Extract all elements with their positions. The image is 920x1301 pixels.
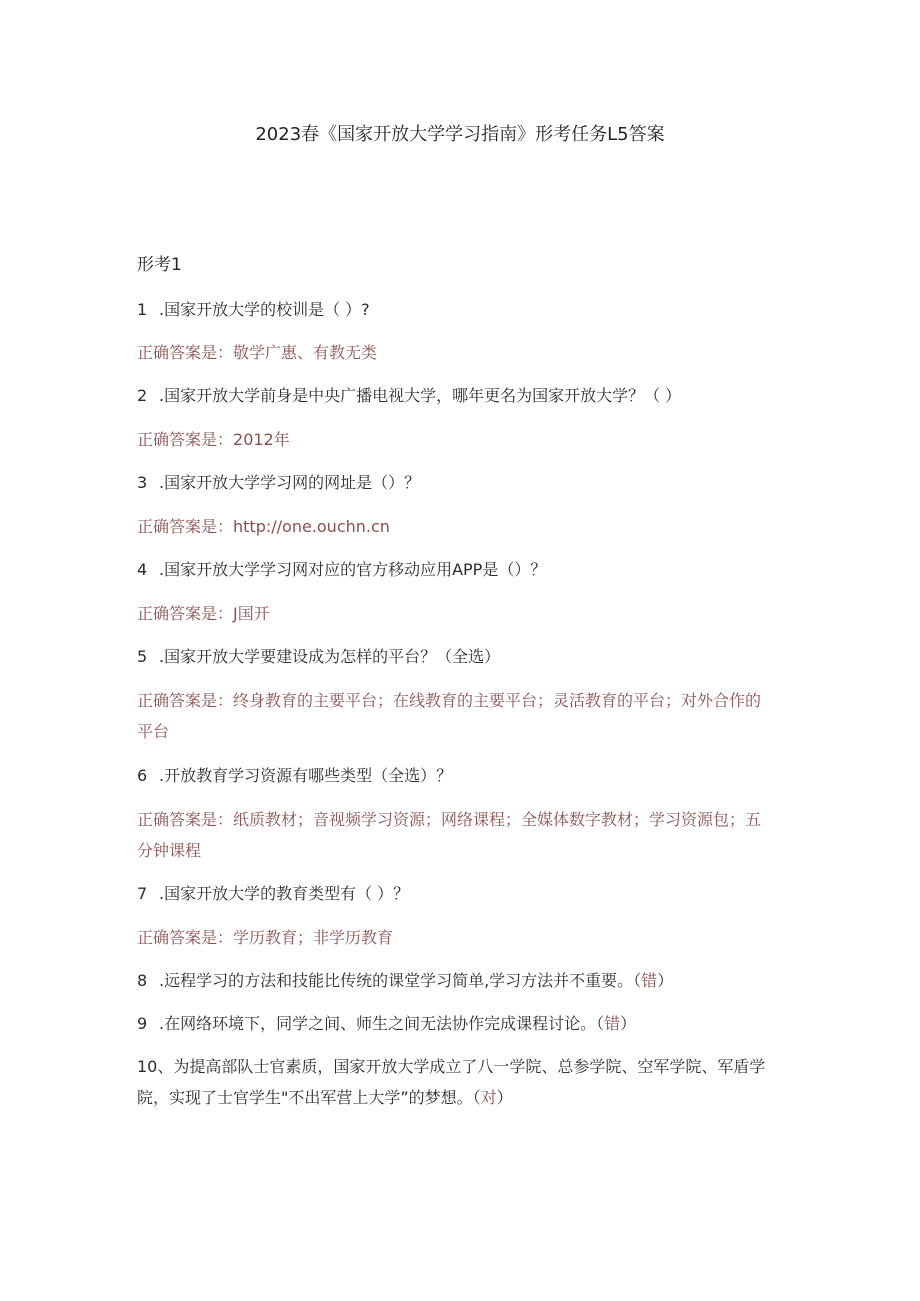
document-title: 2023春《国家开放大学学习指南》形考任务L5答案	[255, 124, 665, 145]
answer-prefix: 正确答案是：	[137, 928, 234, 947]
answer-4	[137, 598, 777, 629]
answer-7	[137, 922, 777, 953]
answer-text: 纸质教材；音视频学习资源；网络课程；全媒体数字教材；学习资源包；五分钟课程	[137, 810, 762, 860]
question-text: .国家开放大学的校训是（ ）?	[159, 300, 370, 319]
section-heading: 形考1	[137, 255, 182, 275]
answer-1	[137, 337, 777, 368]
close-paren: ）	[620, 1014, 637, 1033]
question-number: 6	[137, 766, 148, 785]
close-paren: ）	[657, 971, 674, 990]
answer-prefix: 正确答案是：	[137, 604, 234, 623]
question-5	[137, 641, 777, 672]
answer-text: http://one.ouchn.cn	[233, 517, 390, 536]
question-number: 7	[137, 884, 148, 903]
answer-prefix: 正确答案是：	[137, 517, 234, 536]
question-number: 2	[137, 386, 148, 405]
answer-prefix: 正确答案是：	[137, 343, 234, 362]
question-text: .在网络环境下，同学之间、师生之间无法协作完成课程讨论。（	[159, 1014, 605, 1033]
question-1	[137, 294, 777, 325]
question-10	[137, 1051, 777, 1113]
question-7	[137, 878, 777, 909]
close-paren: ）	[496, 1088, 513, 1107]
question-3	[137, 467, 777, 498]
question-number: 4	[137, 560, 148, 579]
question-9	[137, 1008, 777, 1039]
answer-prefix: 正确答案是：	[137, 430, 234, 449]
answer-text: J国开	[233, 604, 270, 623]
answer-prefix: 正确答案是：	[137, 810, 234, 829]
question-text: .开放教育学习资源有哪些类型（全选）？	[159, 766, 453, 785]
question-number: 3	[137, 473, 148, 492]
question-text: .国家开放大学前身是中央广播电视大学，哪年更名为国家开放大学？（ ）	[159, 386, 682, 405]
judge-answer: 对	[480, 1088, 497, 1107]
judge-answer: 错	[641, 971, 658, 990]
answer-prefix: 正确答案是：	[137, 691, 234, 710]
question-4	[137, 554, 777, 585]
answer-text: 终身教育的主要平台；在线教育的主要平台；灵活教育的平台；对外合作的平台	[137, 691, 762, 741]
question-6	[137, 760, 777, 791]
answer-text: 敬学广惠、有教无类	[233, 343, 378, 362]
judge-answer: 错	[604, 1014, 621, 1033]
question-text: .国家开放大学的教育类型有（ ）？	[159, 884, 410, 903]
answer-5	[137, 685, 777, 747]
answer-text: 2012年	[233, 430, 290, 449]
answer-3	[137, 511, 777, 542]
question-number: 10、	[137, 1057, 174, 1076]
question-text: 为提高部队士官素质，国家开放大学成立了八一学院、总参学院、空军学院、军盾学院，实现了士官学生"不出军营上大学”的梦想。（	[137, 1057, 766, 1107]
answer-text: 学历教育；非学历教育	[233, 928, 394, 947]
question-text: .远程学习的方法和技能比传统的课堂学习简单,学习方法并不重要。（	[159, 971, 642, 990]
question-8	[137, 965, 777, 996]
question-number: 1	[137, 300, 148, 319]
question-2	[137, 380, 777, 411]
answer-6	[137, 804, 777, 866]
question-number: 9	[137, 1014, 148, 1033]
question-text: .国家开放大学学习网的网址是（）？	[159, 473, 421, 492]
question-number: 8	[137, 971, 148, 990]
question-number: 5	[137, 647, 148, 666]
question-text: .国家开放大学要建设成为怎样的平台？（全选）	[159, 647, 501, 666]
question-text: .国家开放大学学习网对应的官方移动应用APP是（）？	[159, 560, 547, 579]
answer-2	[137, 424, 777, 455]
